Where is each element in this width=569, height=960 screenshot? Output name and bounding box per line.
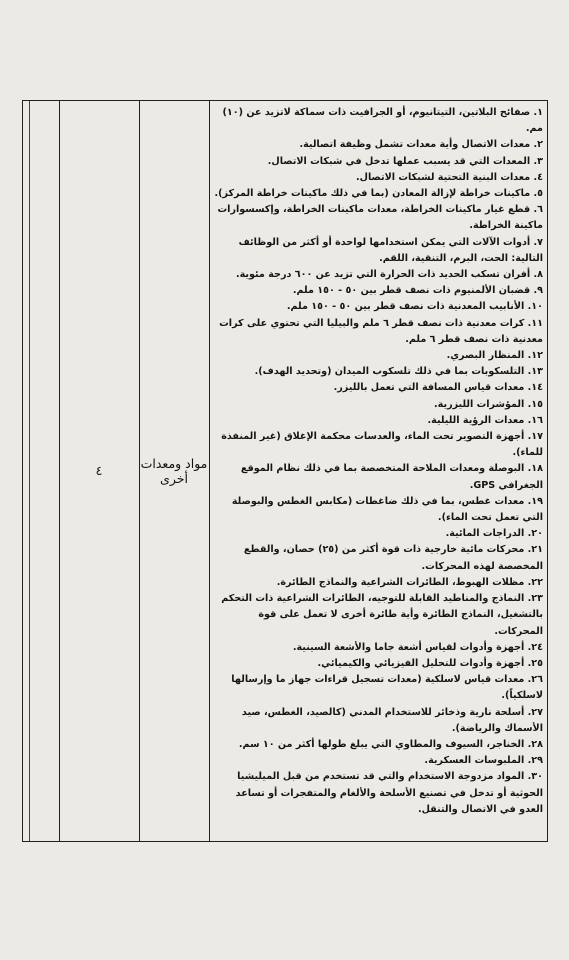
list-item: ٢٦. معدات قياس لاسلكية (معدات تسجيل قراءات جهاز ما وإرسالها لاسلكياً). xyxy=(231,674,543,702)
list-item: ٥. ماكينات خراطة لإزالة المعادن (بما في ذلك ماكينات خراطة المركز). xyxy=(214,188,543,200)
list-item: ٢٧. أسلحة نارية وذخائر للاستخدام المدني (كالصيد، الغطس، صيد الأسماك والرياضة). xyxy=(241,706,543,734)
row-number-cell xyxy=(59,101,139,841)
list-item: ٢٤. أجهزة وأدوات لقياس أشعة جاما والأشعة السينية. xyxy=(292,641,543,653)
list-item: ١٨. البوصلة ومعدات الملاحة المتخصصة بما في ذلك نظام الموقع الجغرافي GPS. xyxy=(240,463,543,491)
list-item: ١٠. الأنابيب المعدنية ذات نصف قطر بين ٥٠ - ١٥٠ ملم. xyxy=(286,301,543,313)
list-item: ١٣. التلسكوبات بما في ذلك تلسكوب الميدان (وتحديد الهدف). xyxy=(254,366,543,378)
list-item: ١٤. معدات قياس المسافة التي تعمل بالليزر. xyxy=(333,382,543,394)
list-item: ١٢. المنظار البصري. xyxy=(446,350,543,362)
list-item: ٣. المعدات التي قد يسبب عملها تدخل في شبكات الاتصال. xyxy=(267,155,543,167)
table-border-line xyxy=(29,101,30,841)
items-list xyxy=(211,105,543,837)
list-item: ٦. قطع غيار ماكينات الخراطة، معدات ماكينات الخراطة، وإكسسوارات ماكينة الخراطة. xyxy=(217,204,543,232)
list-item: ٢٢. مظلات الهبوط، الطائرات الشراعية والنماذج الطائرة. xyxy=(276,576,543,588)
list-item: ١١. كرات معدنية ذات نصف قطر ٦ ملم والبيليا التي تحتوي على كرات معدنية ذات نصف قطر ٦ ملم. xyxy=(219,317,543,345)
column-divider xyxy=(209,101,210,841)
list-item: ٩. قضبان الألمنيوم ذات نصف قطر بين ٥٠ - ١٥٠ ملم. xyxy=(292,285,543,297)
items-table xyxy=(22,100,548,842)
list-item: ٢. معدات الاتصال وأية معدات تشمل وظيفة اتصالية. xyxy=(299,139,543,151)
list-item: ٢١. محركات مائية خارجية ذات قوة أكثر من (٢٥) حصان، والقطع المخصصة لهذه المحركات. xyxy=(243,544,543,572)
category-label: مواد ومعدات أخرى xyxy=(140,456,208,486)
list-item: ٢٠. الدراجات المائية. xyxy=(445,528,543,540)
list-item: ٢٩. الملبوسات العسكرية. xyxy=(424,755,543,767)
list-item: ٢٨. الخناجر، السيوف والمطاوي التي يبلغ طولها أكثر من ١٠ سم. xyxy=(238,738,543,750)
category-cell xyxy=(139,101,209,841)
list-item: ٢٣. النماذج والمناطيد القابلة للتوجيه، الطائرات الشراعية ذات التحكم بالتشغيل، النماذج الطائرة وأية طائرة أخرى لا تعمل على قوة المحركات. xyxy=(221,593,543,637)
list-item: ٤. معدات البنية التحتية لشبكات الاتصال. xyxy=(355,171,543,183)
list-item: ١. صفائح البلاتين، التيتانيوم، أو الجرافيت ذات سماكة لاتزيد عن (١٠) مم. xyxy=(222,107,543,135)
list-item: ١٥. المؤشرات الليزرية. xyxy=(434,398,543,410)
list-item: ١٩. معدات غطس، بما في ذلك ضاغطات (مكابس الغطس والبوصلة التي تعمل تحت الماء). xyxy=(231,495,543,524)
list-item: ١٦. معدات الرؤية الليلية. xyxy=(427,414,543,426)
list-item: ٧. أدوات الآلات التي يمكن استخدامها لواحدة أو أكثر من الوظائف التالية: الحت، البرم، التنقية، اللقم. xyxy=(238,236,543,264)
list-item: ٢٥. أجهزة وأدوات للتحليل الفيزيائي والكيميائي. xyxy=(317,657,543,669)
list-item: ٨. أفران تسكب الحديد ذات الحرارة التي تزيد عن ٦٠٠ درجة مئوية. xyxy=(235,269,543,281)
row-number: ٤ xyxy=(95,463,103,479)
list-item: ١٧. أجهزة التصوير تحت الماء، والعدسات محكمة الإغلاق (غير المنفذة للماء). xyxy=(221,431,543,459)
list-item: ٣٠. المواد مزدوجة الاستخدام والتي قد تستخدم من قبل الميليشيا الحوثية أو تدخل في تصنيع الأسلحة والألغام والمتفجرات أو تساعد العدو في الاتصال والتنقل. xyxy=(235,771,543,815)
